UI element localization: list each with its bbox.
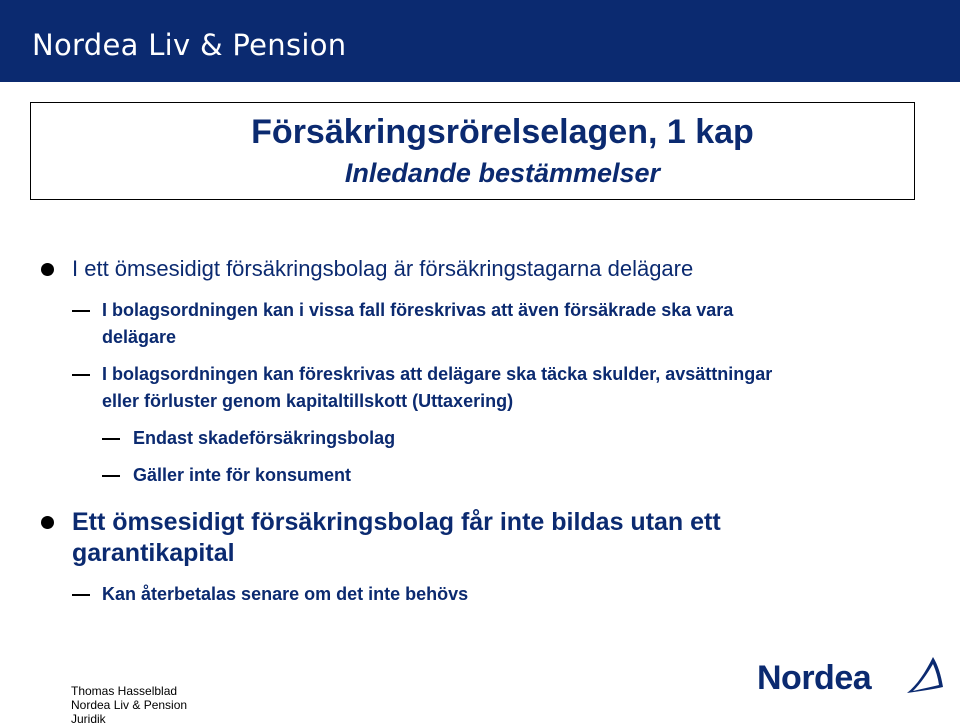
sub-bullet-text-cont: eller förluster genom kapitaltillskott (Uttaxering) xyxy=(102,391,514,411)
dash-icon xyxy=(72,374,90,376)
title-box xyxy=(30,102,915,200)
dash-icon xyxy=(102,438,120,440)
header-title: Nordea Liv & Pension xyxy=(32,28,347,62)
sub-sub-bullet-text: Endast skadeförsäkringsbolag xyxy=(133,428,396,448)
sub-bullet-text: Kan återbetalas senare om det inte behövs xyxy=(102,584,469,604)
dash-icon xyxy=(72,594,90,596)
bullet-dot-icon xyxy=(41,516,54,529)
sub-sub-bullet-text: Gäller inte för konsument xyxy=(133,465,352,485)
bullet-dot-icon xyxy=(41,263,54,276)
header-bar xyxy=(0,0,960,82)
nordea-logo xyxy=(757,653,947,703)
footer-name: Thomas Hasselblad xyxy=(71,684,178,698)
bullet-text: Ett ömsesidigt försäkringsbolag får inte bildas utan ett xyxy=(72,508,721,536)
slide-title: Försäkringsrörelselagen, 1 kap xyxy=(251,113,754,151)
bullet-text-cont: garantikapital xyxy=(72,539,235,567)
bullet-text: I ett ömsesidigt försäkringsbolag är försäkringstagarna delägare xyxy=(72,256,694,281)
footer-company: Nordea Liv & Pension xyxy=(71,698,188,712)
sub-bullet-text-cont: delägare xyxy=(102,327,177,347)
sub-bullet-text: I bolagsordningen kan föreskrivas att delägare ska täcka skulder, avsättningar xyxy=(102,364,773,384)
sub-bullet-text: I bolagsordningen kan i vissa fall föreskrivas att även försäkrade ska vara xyxy=(102,300,734,320)
footer-dept: Juridik xyxy=(71,712,106,726)
dash-icon xyxy=(102,475,120,477)
svg-text:Nordea: Nordea xyxy=(757,659,872,697)
slide-subtitle: Inledande bestämmelser xyxy=(344,158,661,188)
dash-icon xyxy=(72,310,90,312)
